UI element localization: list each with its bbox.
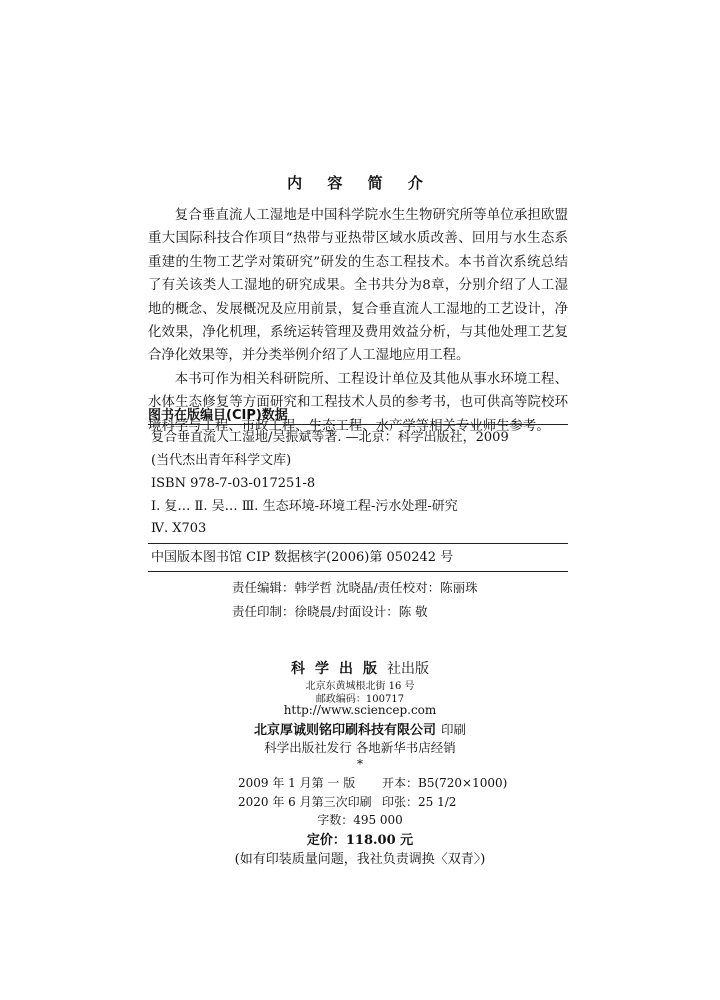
word-count: 字数：495 000 xyxy=(317,813,403,827)
printer-line xyxy=(0,719,720,738)
publisher-postcode: 邮政编码：100717 xyxy=(315,694,405,705)
cip-subject-line: Ⅰ. 复… Ⅱ. 吴… Ⅲ. 生态环境-环境工程-污水处理-研究 xyxy=(151,499,458,514)
cip-series-line: (当代杰出青年科学文库) xyxy=(151,453,292,468)
publisher-address: 北京东黄城根北街 16 号 xyxy=(305,681,415,692)
editor-credits: 责任编辑：韩学哲 沈晓晶/责任校对：陈丽珠 xyxy=(232,580,478,595)
edition-line: 2009 年 1 月第 一 版 xyxy=(238,776,356,790)
cip-class-line: Ⅳ. X703 xyxy=(151,521,207,536)
publisher-line xyxy=(0,658,720,678)
intro-paragraph: 复合垂直流人工湿地是中国科学院水生生物研究所等单位承担欧盟重大国际科技合作项目“热带与亚热带区域水质改善、回用与水生态系重建的生物工艺学对策研究”研发的生态工程技术。本书首次系统总结了有关该类人工湿地的研究成果。全书共分为8章，分别介绍了人工湿地的概念、发展概况及应用前景，复合垂直流人工湿地的工艺设计，净化效果，净化机理，系统运转管理及费用效益分析，与其他处理工艺复合净化效果等，并分类举例介绍了人工湿地应用工程。 xyxy=(148,208,568,364)
sheets-line: 印张：25 1/2 xyxy=(382,795,457,809)
intro-text xyxy=(148,204,568,438)
quality-note: (如有印装质量问题，我社负责调换〈双青〉) xyxy=(234,852,486,867)
cip-top-rule xyxy=(148,424,568,425)
cip-title-line: 复合垂直流人工湿地/吴振斌等著. —北京：科学出版社，2009 xyxy=(151,430,509,445)
publisher-name: 科学出版 xyxy=(291,661,387,677)
intro-paragraph: 本书可作为相关科研院所、工程设计单位及其他从事水环境工程、水体生态修复等方面研究和工程技术人员的参考书，也可供高等院校环境科学与工程、市政工程、生态工程、水产学等相关专业师生参考。 xyxy=(148,371,568,434)
production-credits: 责任印制：徐晓晨/封面设计：陈 敬 xyxy=(232,604,428,619)
distribution-line: 科学出版社发行 各地新华书店经销 xyxy=(264,740,456,755)
printer-suffix: 印刷 xyxy=(441,722,467,737)
separator-star: * xyxy=(357,757,363,771)
printer-name: 北京厚诚则铭印刷科技有限公司 xyxy=(253,723,436,738)
price-line: 定价：118.00 元 xyxy=(306,833,414,848)
printing-line: 2020 年 6 月第三次印刷 xyxy=(238,795,372,809)
publisher-url[interactable]: http://www.sciencep.com xyxy=(283,703,437,717)
format-line: 开本：B5(720×1000) xyxy=(382,776,508,790)
cip-isbn-line: ISBN 978-7-03-017251-8 xyxy=(151,476,316,491)
cip-verify-line: 中国版本图书馆 CIP 数据核字(2006)第 050242 号 xyxy=(151,550,454,565)
cip-heading: 图书在版编目(CIP)数据 xyxy=(148,408,288,423)
cip-bottom-rule xyxy=(148,571,568,572)
cip-middle-rule xyxy=(148,543,568,544)
publisher-suffix: 社出版 xyxy=(387,661,429,677)
section-title: 内 容 简 介 xyxy=(287,174,433,192)
